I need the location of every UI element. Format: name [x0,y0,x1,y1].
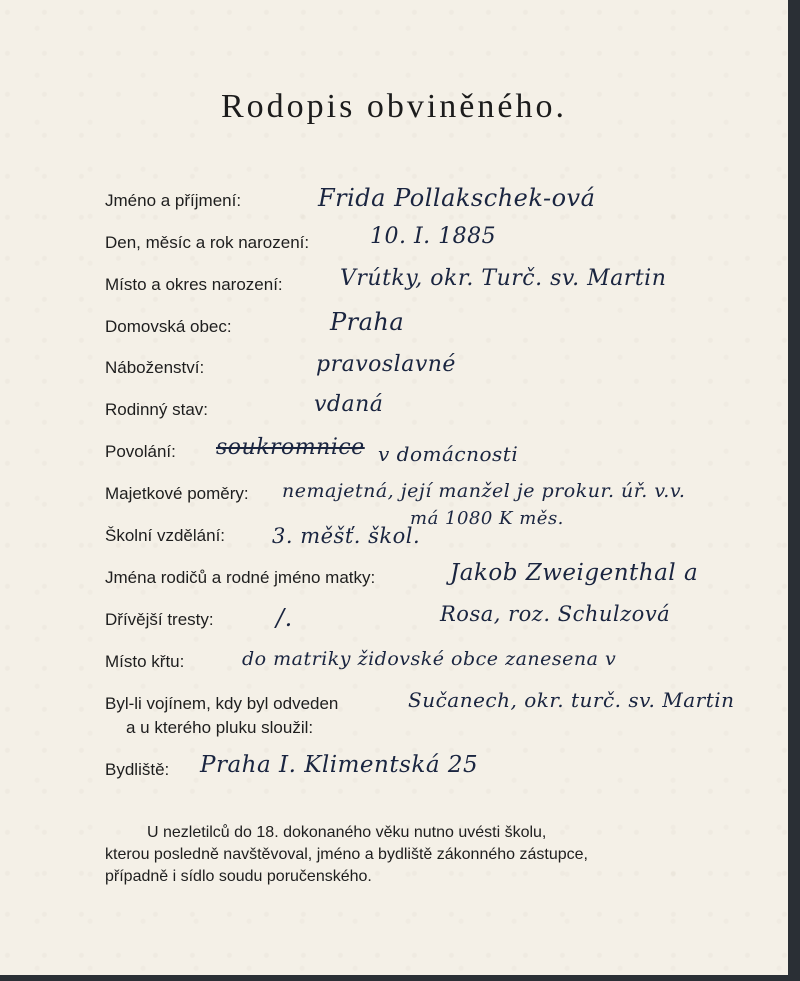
label-residence: Bydliště: [105,760,170,779]
label-parents: Jména rodičů a rodné jméno matky: [105,568,376,587]
value-marital-status: vdaná [314,392,384,417]
label-home-municipality: Domovská obec: [105,317,232,336]
note-line-3: případně i sídlo soudu poručenského. [105,868,372,885]
label-property: Majetkové poměry: [105,484,249,503]
value-baptism-place: do matriky židovské obce zanesena v [242,648,617,670]
label-marital-status: Rodinný stav: [105,400,208,419]
value-property: nemajetná, její manžel je prokur. úř. v.v. [282,480,686,502]
value-parents: Jakob Zweigenthal a [450,560,699,586]
label-name: Jméno a příjmení: [105,191,242,210]
value-property-line2: má 1080 K měs. [410,508,564,529]
scan-border-bottom [0,975,800,981]
value-name: Frida Pollakschek-ová [318,184,596,212]
value-residence: Praha I. Klimentská 25 [200,752,479,778]
value-religion: pravoslavné [316,352,456,377]
note-line-2: kterou posledně navštěvoval, jméno a bydliště zákonného zástupce, [105,846,588,863]
value-education: 3. měšť. škol. [272,524,421,548]
value-home-municipality: Praha [330,308,405,336]
value-military: Sučanech, okr. turč. sv. Martin [408,688,735,712]
scan-border-right [788,0,800,981]
value-parents-line2: Rosa, roz. Schulzová [440,602,671,626]
label-education: Školní vzdělání: [105,526,226,545]
label-baptism-place: Místo křtu: [105,652,185,671]
label-religion: Náboženství: [105,358,205,377]
label-military-regiment: a u kterého pluku sloužil: [126,718,314,737]
label-birth-place: Místo a okres narození: [105,275,283,294]
label-military: Byl-li vojínem, kdy byl odveden [105,694,339,713]
value-birth-date: 10. I. 1885 [370,224,497,249]
value-occupation-struck: soukromnice [216,435,365,460]
label-previous-sentences: Dřívější tresty: [105,610,214,629]
label-birth-date: Den, měsíc a rok narození: [105,233,310,252]
note-line-1: U nezletilců do 18. dokonaného věku nutno uvésti školu, [147,824,547,841]
value-birth-place: Vrútky, okr. Turč. sv. Martin [340,266,667,291]
value-occupation: v domácnosti [378,442,519,466]
value-previous-sentences: /. [276,604,293,632]
instruction-note [105,822,725,888]
label-occupation: Povolání: [105,442,176,461]
document-title: Rodopis obviněného. [221,88,567,125]
